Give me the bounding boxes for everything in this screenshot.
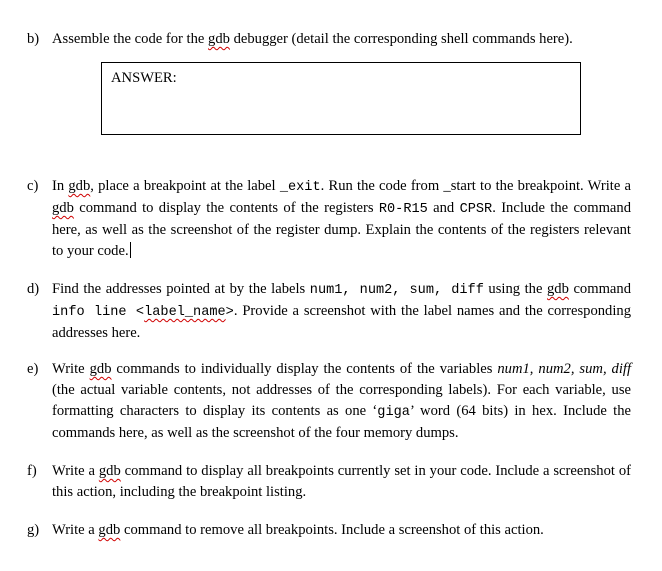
- answer-box[interactable]: [101, 62, 581, 135]
- question-d: [27, 279, 631, 344]
- question-g-text: Write a gdb command to remove all breakpoints. Include a screenshot of this action.: [52, 522, 544, 538]
- question-c-text[interactable]: In gdb, place a breakpoint at the label _exit. Run the code from _start to the breakpoint. Write a gdb command to display the contents of the registers R0-R15 and CPSR. Include the command here, as well as the screenshot of the register dump. Explain the contents of the registers relevant to your code.: [52, 178, 631, 259]
- spell-mark: gdb: [98, 463, 121, 479]
- spell-mark: gdb: [208, 31, 230, 47]
- question-d-label: d): [27, 281, 40, 297]
- code-registers: R0-R15: [378, 202, 428, 217]
- code-labels: num1, num2, sum, diff: [309, 283, 484, 298]
- code-cpsr: CPSR: [459, 202, 493, 217]
- question-e-label: e): [27, 361, 39, 377]
- question-e-text: Write gdb commands to individually display the contents of the variables num1, num2, sum, diff (the actual variable contents, not addresses of the corresponding labels). For each variable, use formatting characters to display its contents as one ‘giga’ word (64 bits) in hex. Include the commands here, as well as the screenshot of the four memory dumps.: [52, 361, 632, 441]
- answer-label: ANSWER:: [111, 70, 177, 86]
- question-b-label: b): [27, 31, 40, 47]
- question-d-text: Find the addresses pointed at by the labels num1, num2, sum, diff using the gdb command info line <label_name>. Provide a screenshot with the label names and the corresponding addresses here.: [52, 281, 632, 341]
- code-label-name: label_name: [144, 305, 226, 320]
- spell-mark: gdb: [547, 281, 569, 297]
- code-giga: giga: [377, 405, 410, 420]
- variable-names: num1, num2, sum, diff: [497, 361, 632, 377]
- text-cursor: [130, 242, 131, 258]
- code-exit: _exit: [279, 180, 321, 195]
- code-info-line: info line <: [52, 305, 145, 320]
- question-c-label: c): [27, 178, 39, 194]
- spell-mark: gdb: [52, 200, 74, 216]
- question-b-text: Assemble the code for the gdb debugger (detail the corresponding shell commands here).: [52, 31, 573, 47]
- question-b: [27, 29, 631, 50]
- spell-mark: gdb: [98, 522, 121, 538]
- question-e: [27, 359, 631, 444]
- question-g: [27, 520, 631, 541]
- question-g-label: g): [27, 522, 40, 538]
- spell-mark: gdb: [68, 178, 91, 194]
- question-f-text: Write a gdb command to display all breakpoints currently set in your code. Include a screenshot of this action, including the breakpoint listing.: [52, 463, 631, 500]
- question-c: [27, 176, 631, 262]
- spell-mark: gdb: [89, 361, 112, 377]
- question-f: [27, 461, 631, 503]
- question-f-label: f): [27, 463, 37, 479]
